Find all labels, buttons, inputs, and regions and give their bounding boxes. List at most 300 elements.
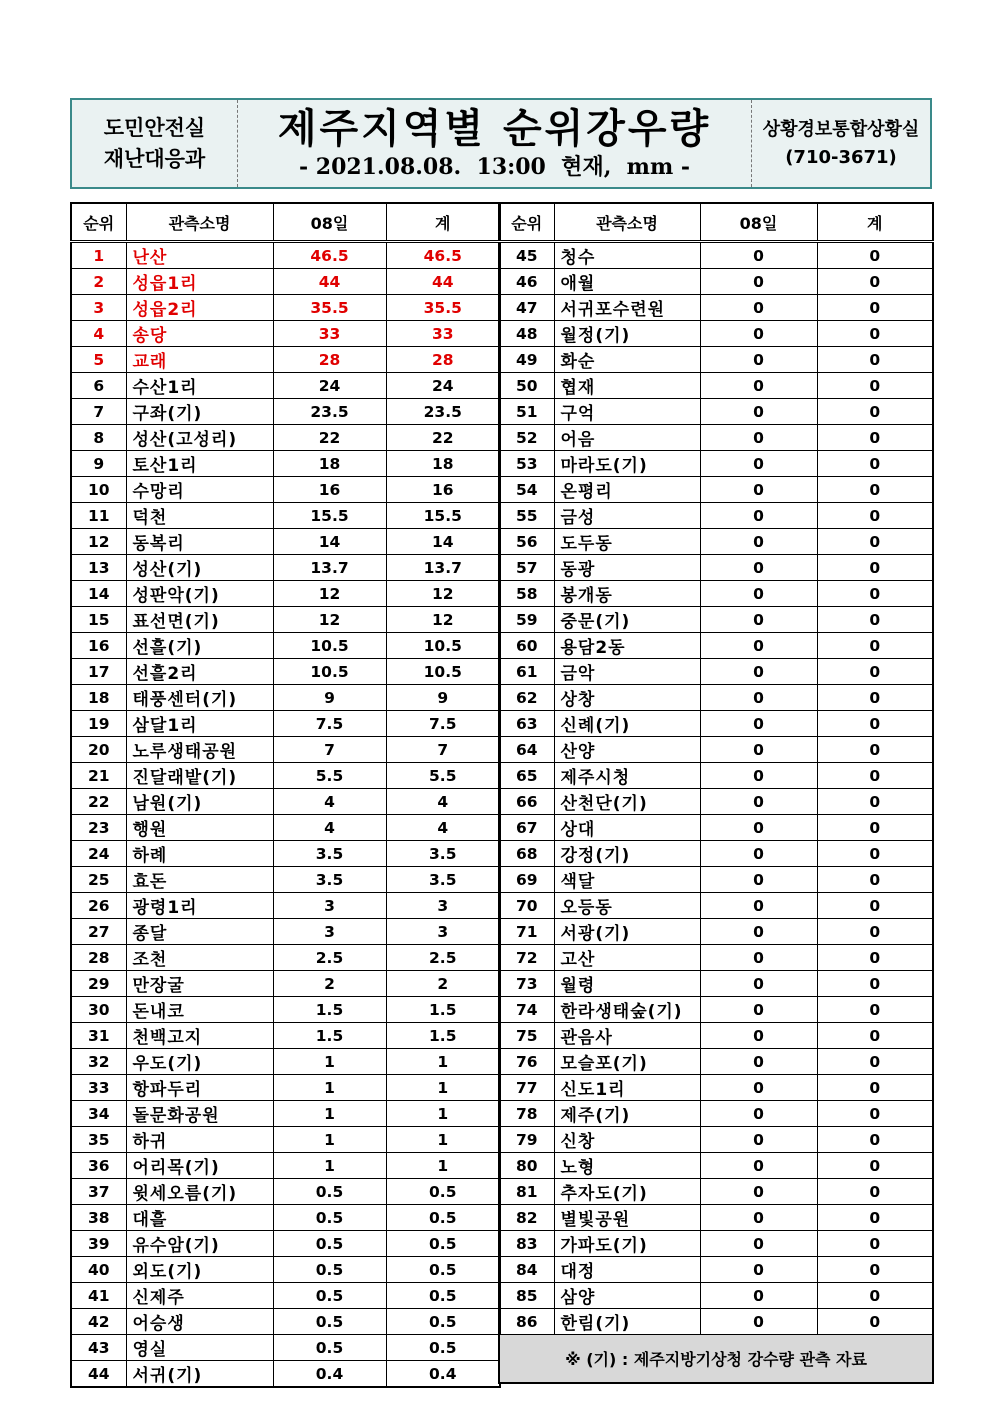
station-name-text: 성읍1리 (132, 274, 198, 294)
day-rainfall-cell: 0 (700, 1231, 817, 1257)
rank-cell: 80 (499, 1153, 554, 1179)
day-rainfall-cell: 1.5 (273, 1023, 386, 1049)
station-cell (126, 685, 273, 711)
station-cell (554, 399, 700, 425)
station-name-text: 대흘 (132, 1210, 168, 1230)
table-row (499, 893, 933, 919)
day-rainfall-cell: 0 (700, 295, 817, 321)
day-rainfall-cell: 4 (273, 789, 386, 815)
total-rainfall-cell: 7.5 (386, 711, 500, 737)
station-name-text: 돌문화공원 (132, 1106, 220, 1126)
day-rainfall-cell: 1 (273, 1101, 386, 1127)
station-cell (554, 1023, 700, 1049)
station-cell (126, 451, 273, 477)
total-rainfall-cell: 22 (386, 425, 500, 451)
station-name-text: 구좌(기) (132, 404, 203, 424)
situation-room: 상황경보통합상황실 (762, 118, 920, 140)
total-rainfall-cell: 0 (817, 867, 933, 893)
rank-cell: 33 (71, 1075, 126, 1101)
station-name-text: 효돈 (132, 872, 168, 892)
table-row (71, 815, 500, 841)
station-cell (126, 242, 273, 269)
station-cell (126, 867, 273, 893)
col-rank-header: 순위 (71, 203, 126, 242)
total-rainfall-cell: 0 (817, 399, 933, 425)
total-rainfall-cell: 0 (817, 997, 933, 1023)
station-name-text: 어승생 (132, 1314, 185, 1334)
station-name-text: 화순 (560, 352, 596, 372)
rank-cell: 13 (71, 555, 126, 581)
station-cell (126, 711, 273, 737)
rank-cell: 81 (499, 1179, 554, 1205)
total-rainfall-cell: 0 (817, 242, 933, 269)
table-row (499, 451, 933, 477)
station-name-text: 영실 (132, 1340, 168, 1360)
table-row (71, 685, 500, 711)
station-name-text: 돈내코 (132, 1002, 185, 1022)
day-rainfall-cell: 0 (700, 1205, 817, 1231)
rank-cell: 76 (499, 1049, 554, 1075)
rank-cell: 30 (71, 997, 126, 1023)
station-cell (126, 1049, 273, 1075)
station-name-text: 조천 (132, 950, 168, 970)
day-rainfall-cell: 0 (700, 711, 817, 737)
rank-cell: 86 (499, 1309, 554, 1335)
station-name-text: 어음 (560, 430, 596, 450)
station-name-text: 봉개동 (560, 586, 613, 606)
station-name-text: 행원 (132, 820, 168, 840)
station-cell (126, 815, 273, 841)
station-name-text: 상대 (560, 820, 596, 840)
total-rainfall-cell: 23.5 (386, 399, 500, 425)
day-rainfall-cell: 10.5 (273, 659, 386, 685)
station-cell (554, 1127, 700, 1153)
station-cell (126, 789, 273, 815)
total-rainfall-cell: 44 (386, 269, 500, 295)
station-cell (554, 763, 700, 789)
station-cell (554, 893, 700, 919)
total-rainfall-cell: 3.5 (386, 841, 500, 867)
station-name-text: 송당 (132, 326, 168, 346)
table-row (71, 945, 500, 971)
table-row (71, 581, 500, 607)
rank-cell: 23 (71, 815, 126, 841)
station-cell (554, 685, 700, 711)
total-rainfall-cell: 14 (386, 529, 500, 555)
rank-cell: 6 (71, 373, 126, 399)
total-rainfall-cell: 0 (817, 1309, 933, 1335)
col-rank-header: 순위 (499, 203, 554, 242)
table-row (71, 1361, 500, 1388)
total-rainfall-cell: 0 (817, 685, 933, 711)
table-body (71, 242, 500, 1388)
total-rainfall-cell: 0 (817, 607, 933, 633)
station-name-text: 만장굴 (132, 976, 185, 996)
rank-cell: 41 (71, 1283, 126, 1309)
station-name-text: 고산 (560, 950, 596, 970)
rank-cell: 8 (71, 425, 126, 451)
total-rainfall-cell: 1 (386, 1153, 500, 1179)
station-name-text: 애월 (560, 274, 596, 294)
day-rainfall-cell: 35.5 (273, 295, 386, 321)
table-header-row (71, 203, 500, 242)
station-cell (126, 347, 273, 373)
total-rainfall-cell: 0 (817, 893, 933, 919)
table-row (71, 373, 500, 399)
station-cell (126, 1361, 273, 1388)
day-rainfall-cell: 0 (700, 1179, 817, 1205)
table-row (499, 581, 933, 607)
total-rainfall-cell: 0 (817, 737, 933, 763)
table-row (499, 1179, 933, 1205)
report-header (70, 98, 932, 189)
table-row (71, 242, 500, 269)
total-rainfall-cell: 0 (817, 841, 933, 867)
table-row (71, 1179, 500, 1205)
station-name-text: 어리목(기) (132, 1158, 220, 1178)
rank-cell: 20 (71, 737, 126, 763)
day-rainfall-cell: 0 (700, 1049, 817, 1075)
day-rainfall-cell: 0 (700, 347, 817, 373)
total-rainfall-cell: 35.5 (386, 295, 500, 321)
total-rainfall-cell: 0 (817, 295, 933, 321)
total-rainfall-cell: 12 (386, 581, 500, 607)
total-rainfall-cell: 0 (817, 529, 933, 555)
col-day-header: 08일 (700, 203, 817, 242)
total-rainfall-cell: 0 (817, 1127, 933, 1153)
rank-cell: 37 (71, 1179, 126, 1205)
station-cell (554, 1153, 700, 1179)
table-row (71, 399, 500, 425)
day-rainfall-cell: 0 (700, 633, 817, 659)
station-name-text: 청수 (560, 248, 596, 268)
total-rainfall-cell: 10.5 (386, 633, 500, 659)
station-cell (126, 295, 273, 321)
day-rainfall-cell: 24 (273, 373, 386, 399)
rank-cell: 52 (499, 425, 554, 451)
station-name-text: 상창 (560, 690, 596, 710)
rank-cell: 55 (499, 503, 554, 529)
station-name-text: 색달 (560, 872, 596, 892)
rank-cell: 54 (499, 477, 554, 503)
total-rainfall-cell: 1 (386, 1101, 500, 1127)
rank-cell: 26 (71, 893, 126, 919)
station-name-text: 월령 (560, 976, 596, 996)
rank-cell: 45 (499, 242, 554, 269)
station-cell (554, 1075, 700, 1101)
day-rainfall-cell: 0.5 (273, 1231, 386, 1257)
total-rainfall-cell: 15.5 (386, 503, 500, 529)
rank-cell: 57 (499, 555, 554, 581)
rank-cell: 24 (71, 841, 126, 867)
rank-cell: 31 (71, 1023, 126, 1049)
table-row (71, 555, 500, 581)
station-name-text: 산천단(기) (560, 794, 648, 814)
day-rainfall-cell: 3.5 (273, 867, 386, 893)
phone-number: (710-3671) (785, 146, 897, 168)
total-rainfall-cell: 3 (386, 919, 500, 945)
total-rainfall-cell: 1.5 (386, 997, 500, 1023)
station-name-text: 대정 (560, 1262, 596, 1282)
day-rainfall-cell: 10.5 (273, 633, 386, 659)
rank-cell: 28 (71, 945, 126, 971)
station-name-text: 협재 (560, 378, 596, 398)
station-cell (554, 997, 700, 1023)
station-cell (126, 659, 273, 685)
rank-cell: 73 (499, 971, 554, 997)
rank-cell: 51 (499, 399, 554, 425)
station-name-text: 천백고지 (132, 1028, 203, 1048)
station-cell (554, 841, 700, 867)
station-cell (126, 321, 273, 347)
station-name-text: 도두동 (560, 534, 613, 554)
day-rainfall-cell: 12 (273, 581, 386, 607)
total-rainfall-cell: 0 (817, 451, 933, 477)
station-cell (554, 1283, 700, 1309)
table-row (71, 1127, 500, 1153)
table-row (71, 477, 500, 503)
table-row (71, 1231, 500, 1257)
station-cell (126, 1075, 273, 1101)
station-name-text: 난산 (132, 248, 168, 268)
total-rainfall-cell: 0 (817, 971, 933, 997)
rainfall-table-right (498, 202, 934, 1384)
total-rainfall-cell: 0 (817, 503, 933, 529)
table-row (71, 997, 500, 1023)
station-name-text: 노형 (560, 1158, 596, 1178)
col-total-header: 계 (386, 203, 500, 242)
station-name-text: 외도(기) (132, 1262, 203, 1282)
total-rainfall-cell: 0 (817, 321, 933, 347)
table-row (499, 867, 933, 893)
day-rainfall-cell: 0 (700, 451, 817, 477)
rank-cell: 83 (499, 1231, 554, 1257)
total-rainfall-cell: 16 (386, 477, 500, 503)
table-row (499, 633, 933, 659)
day-rainfall-cell: 0 (700, 1075, 817, 1101)
total-rainfall-cell: 0 (817, 1231, 933, 1257)
rank-cell: 58 (499, 581, 554, 607)
table-row (499, 1153, 933, 1179)
total-rainfall-cell: 46.5 (386, 242, 500, 269)
station-name-text: 성산(기) (132, 560, 203, 580)
day-rainfall-cell: 0 (700, 789, 817, 815)
rank-cell: 62 (499, 685, 554, 711)
station-cell (554, 633, 700, 659)
table-row (71, 893, 500, 919)
table-row (71, 607, 500, 633)
station-name-text: 가파도(기) (560, 1236, 648, 1256)
table-row (499, 529, 933, 555)
total-rainfall-cell: 0 (817, 659, 933, 685)
day-rainfall-cell: 9 (273, 685, 386, 711)
table-row (499, 503, 933, 529)
rank-cell: 12 (71, 529, 126, 555)
station-name-text: 신례(기) (560, 716, 631, 736)
rank-cell: 56 (499, 529, 554, 555)
day-rainfall-cell: 14 (273, 529, 386, 555)
station-name-text: 교래 (132, 352, 168, 372)
table-row (71, 1153, 500, 1179)
rank-cell: 4 (71, 321, 126, 347)
day-rainfall-cell: 1 (273, 1127, 386, 1153)
table-row (71, 503, 500, 529)
total-rainfall-cell: 0.5 (386, 1231, 500, 1257)
station-cell (554, 451, 700, 477)
day-rainfall-cell: 0 (700, 1257, 817, 1283)
day-rainfall-cell: 0 (700, 685, 817, 711)
day-rainfall-cell: 44 (273, 269, 386, 295)
table-row (499, 321, 933, 347)
day-rainfall-cell: 0 (700, 373, 817, 399)
station-cell (126, 607, 273, 633)
rank-cell: 69 (499, 867, 554, 893)
table-row (499, 841, 933, 867)
total-rainfall-cell: 0 (817, 477, 933, 503)
rank-cell: 64 (499, 737, 554, 763)
table-row (71, 295, 500, 321)
rank-cell: 15 (71, 607, 126, 633)
day-rainfall-cell: 5.5 (273, 763, 386, 789)
table-row (71, 269, 500, 295)
day-rainfall-cell: 0 (700, 737, 817, 763)
table-row (499, 347, 933, 373)
station-cell (126, 555, 273, 581)
station-cell (126, 1257, 273, 1283)
station-cell (554, 269, 700, 295)
rank-cell: 43 (71, 1335, 126, 1361)
station-name-text: 성읍2리 (132, 300, 198, 320)
day-rainfall-cell: 0 (700, 1309, 817, 1335)
table-row (71, 1049, 500, 1075)
table-row (499, 1023, 933, 1049)
table-row (499, 269, 933, 295)
station-name-text: 광령1리 (132, 898, 198, 918)
table-row (71, 711, 500, 737)
day-rainfall-cell: 0 (700, 763, 817, 789)
day-rainfall-cell: 0.5 (273, 1179, 386, 1205)
day-rainfall-cell: 0 (700, 425, 817, 451)
station-name-text: 온평리 (560, 482, 613, 502)
table-header-row (499, 203, 933, 242)
station-name-text: 하례 (132, 846, 168, 866)
table-row (499, 242, 933, 269)
day-rainfall-cell: 0 (700, 945, 817, 971)
station-name-text: 남원(기) (132, 794, 203, 814)
station-name-text: 신제주 (132, 1288, 185, 1308)
day-rainfall-cell: 0 (700, 659, 817, 685)
report-subtitle: - 2021.08.08. 13:00 현재, mm - (298, 153, 691, 180)
rank-cell: 59 (499, 607, 554, 633)
station-name-text: 관음사 (560, 1028, 613, 1048)
total-rainfall-cell: 0 (817, 1075, 933, 1101)
station-name-text: 모슬포(기) (560, 1054, 648, 1074)
day-rainfall-cell: 0 (700, 555, 817, 581)
station-cell (554, 1049, 700, 1075)
station-name-text: 제주시청 (560, 768, 631, 788)
table-row (499, 1205, 933, 1231)
station-name-text: 한림(기) (560, 1314, 631, 1334)
rank-cell: 77 (499, 1075, 554, 1101)
station-cell (126, 971, 273, 997)
station-name-text: 삼양 (560, 1288, 596, 1308)
title-box (238, 100, 752, 187)
station-cell (554, 1101, 700, 1127)
rank-cell: 65 (499, 763, 554, 789)
table-row (499, 425, 933, 451)
rank-cell: 49 (499, 347, 554, 373)
station-name-text: 하귀 (132, 1132, 168, 1152)
station-name-text: 종달 (132, 924, 168, 944)
rank-cell: 32 (71, 1049, 126, 1075)
total-rainfall-cell: 0 (817, 347, 933, 373)
note-row (499, 1335, 933, 1384)
station-cell (126, 763, 273, 789)
department-name: 도민안전실 (103, 115, 206, 140)
rank-cell: 53 (499, 451, 554, 477)
rank-cell: 39 (71, 1231, 126, 1257)
rank-cell: 79 (499, 1127, 554, 1153)
station-name-text: 제주(기) (560, 1106, 631, 1126)
total-rainfall-cell: 0 (817, 633, 933, 659)
total-rainfall-cell: 0.5 (386, 1205, 500, 1231)
station-cell (126, 919, 273, 945)
total-rainfall-cell: 0 (817, 1283, 933, 1309)
station-name-text: 구억 (560, 404, 596, 424)
table-row (71, 633, 500, 659)
rank-cell: 67 (499, 815, 554, 841)
station-cell (126, 269, 273, 295)
station-cell (126, 997, 273, 1023)
total-rainfall-cell: 0 (817, 1179, 933, 1205)
day-rainfall-cell: 13.7 (273, 555, 386, 581)
day-rainfall-cell: 0.5 (273, 1283, 386, 1309)
rank-cell: 68 (499, 841, 554, 867)
rainfall-table-left (70, 202, 501, 1388)
total-rainfall-cell: 0 (817, 919, 933, 945)
station-cell (126, 425, 273, 451)
day-rainfall-cell: 7 (273, 737, 386, 763)
day-rainfall-cell: 0 (700, 1101, 817, 1127)
table-row (499, 945, 933, 971)
station-cell (126, 1283, 273, 1309)
day-rainfall-cell: 0 (700, 477, 817, 503)
col-station-header: 관측소명 (126, 203, 273, 242)
station-cell (126, 1179, 273, 1205)
table-row (499, 1283, 933, 1309)
rank-cell: 21 (71, 763, 126, 789)
table-body (499, 242, 933, 1335)
day-rainfall-cell: 18 (273, 451, 386, 477)
table-row (71, 1023, 500, 1049)
day-rainfall-cell: 16 (273, 477, 386, 503)
station-cell (554, 815, 700, 841)
table-row (71, 1335, 500, 1361)
total-rainfall-cell: 13.7 (386, 555, 500, 581)
station-cell (554, 789, 700, 815)
day-rainfall-cell: 0 (700, 321, 817, 347)
total-rainfall-cell: 7 (386, 737, 500, 763)
station-name-text: 태풍센터(기) (132, 690, 238, 710)
table-row (499, 815, 933, 841)
rank-cell: 82 (499, 1205, 554, 1231)
rank-cell: 75 (499, 1023, 554, 1049)
table-row (499, 477, 933, 503)
station-cell (554, 503, 700, 529)
station-cell (554, 425, 700, 451)
rank-cell: 48 (499, 321, 554, 347)
total-rainfall-cell: 12 (386, 607, 500, 633)
